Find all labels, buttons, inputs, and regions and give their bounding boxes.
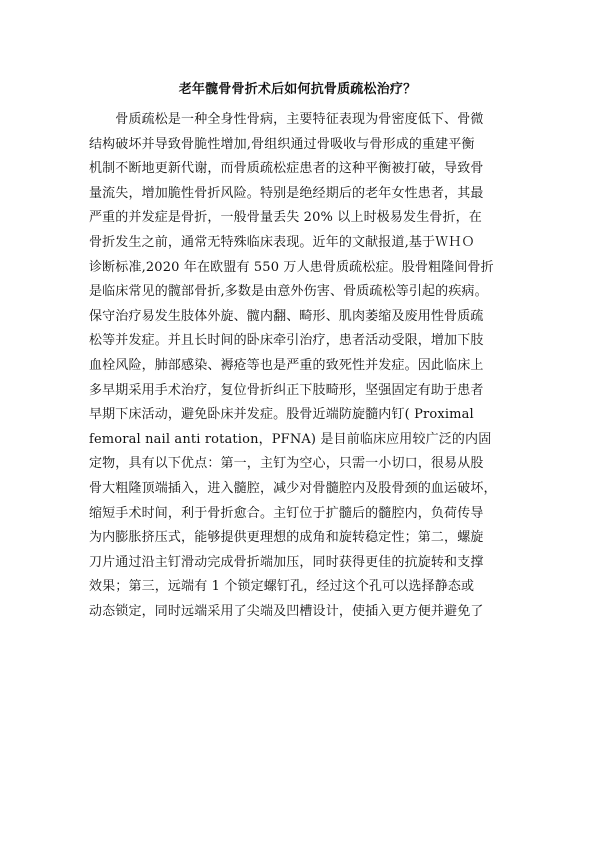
text-line: 松等并发症。并且长时间的卧床牵引治疗，患者活动受限，增加下肢	[89, 333, 484, 349]
text-line: 骨大粗隆顶端插入，进入髓腔，减少对骨髓腔内及股骨颈的血运破坏，	[89, 480, 497, 496]
text-line: 是临床常见的髋部骨折,多数是由意外伤害、骨质疏松等引起的疾病。	[89, 284, 488, 300]
text-line: 机制不断地更新代谢，而骨质疏松症患者的这种平衡被打破，导致骨	[89, 161, 484, 177]
text-line: 结构破坏并导致骨脆性增加,骨组织通过骨吸收与骨形成的重建平衡	[89, 136, 475, 152]
text-line: femoral nail anti rotation，PFNA) 是目前临床应用较广泛的内固	[89, 431, 492, 447]
text-line: 量流失，增加脆性骨折风险。特别是绝经期后的老年女性患者，其最	[89, 185, 484, 201]
text-line: 严重的并发症是骨折，一般骨量丢失 20% 以上时极易发生骨折，在	[89, 210, 482, 226]
text-line: 缩短手术时间，利于骨折愈合。主钉位于扩髓后的髓腔内，负荷传导	[89, 505, 484, 521]
text-line: 刀片通过沿主钉滑动完成骨折端加压，同时获得更佳的抗旋转和支撑	[89, 554, 484, 570]
text-line: 为内膨胀挤压式，能够提供更理想的成角和旋转稳定性；第二，螺旋	[89, 530, 484, 546]
text-line: 诊断标准,2020 年在欧盟有 550 万人患骨质疏松症。股骨粗隆间骨折	[89, 259, 494, 275]
text-line: 早期下床活动，避免卧床并发症。股骨近端防旋髓内钉( Proximal	[89, 407, 474, 423]
text-line: 骨质疏松是一种全身性骨病，主要特征表现为骨密度低下、骨微	[89, 112, 484, 127]
text-line: 保守治疗易发生肢体外旋、髋内翻、畸形、肌肉萎缩及废用性骨质疏	[89, 308, 484, 324]
body-paragraph	[89, 108, 513, 624]
text-line: 骨折发生之前，通常无特殊临床表现。近年的文献报道,基于ＷＨＯ	[89, 234, 475, 250]
text-line: 多早期采用手术治疗，复位骨折纠正下肢畸形，坚强固定有助于患者	[89, 382, 484, 398]
document-title: 老年髋骨骨折术后如何抗骨质疏松治疗？	[178, 82, 417, 97]
text-line: 血栓风险，肺部感染、褥疮等也是严重的致死性并发症。因此临床上	[89, 357, 484, 373]
text-line: 动态锁定，同时远端采用了尖端及凹槽设计，使插入更方便并避免了	[89, 603, 484, 619]
text-line: 定物，具有以下优点：第一，主钉为空心，只需一小切口，很易从股	[89, 456, 484, 472]
text-line: 效果；第三，远端有 1 个锁定螺钉孔，经过这个孔可以选择静态或	[89, 579, 475, 595]
